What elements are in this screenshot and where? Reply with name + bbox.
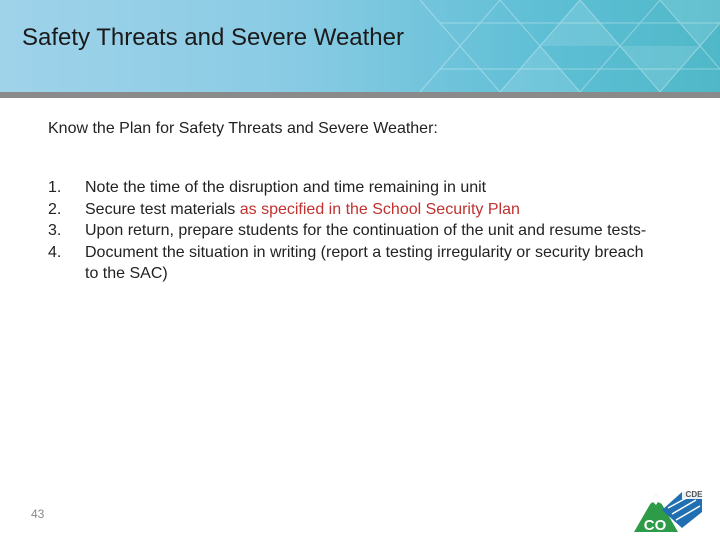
list-item (48, 199, 648, 221)
title-bar (0, 0, 720, 92)
step-number: 1. (48, 179, 62, 196)
step-number: 3. (48, 222, 62, 239)
step-text-plain: Secure test materials (85, 200, 240, 218)
logo-main-text: CO (643, 517, 667, 534)
step-text: Upon return, prepare students for the continuation of the unit and resume tests- (85, 222, 647, 239)
steps-list (48, 177, 648, 285)
step-number: 2. (48, 200, 62, 218)
list-item (48, 220, 648, 242)
step-number: 4. (48, 243, 62, 261)
page-title: Safety Threats and Severe Weather (22, 24, 404, 51)
logo-top-text: CDE (685, 490, 703, 499)
step-text: Document the situation in writing (report a testing irregularity or security breach to the SAC) (85, 243, 644, 282)
slide-number: 43 (31, 507, 45, 521)
intro-text: Know the Plan for Safety Threats and Severe Weather: (48, 120, 438, 137)
security-plan-highlight: as specified in the School Security Plan (239, 200, 520, 218)
list-item (48, 177, 648, 199)
list-item (48, 242, 648, 285)
title-bar-divider (0, 92, 720, 98)
step-text (85, 199, 648, 221)
step-text: Note the time of the disruption and time remaining in unit (85, 179, 487, 196)
colorado-cde-logo-icon (632, 488, 708, 534)
